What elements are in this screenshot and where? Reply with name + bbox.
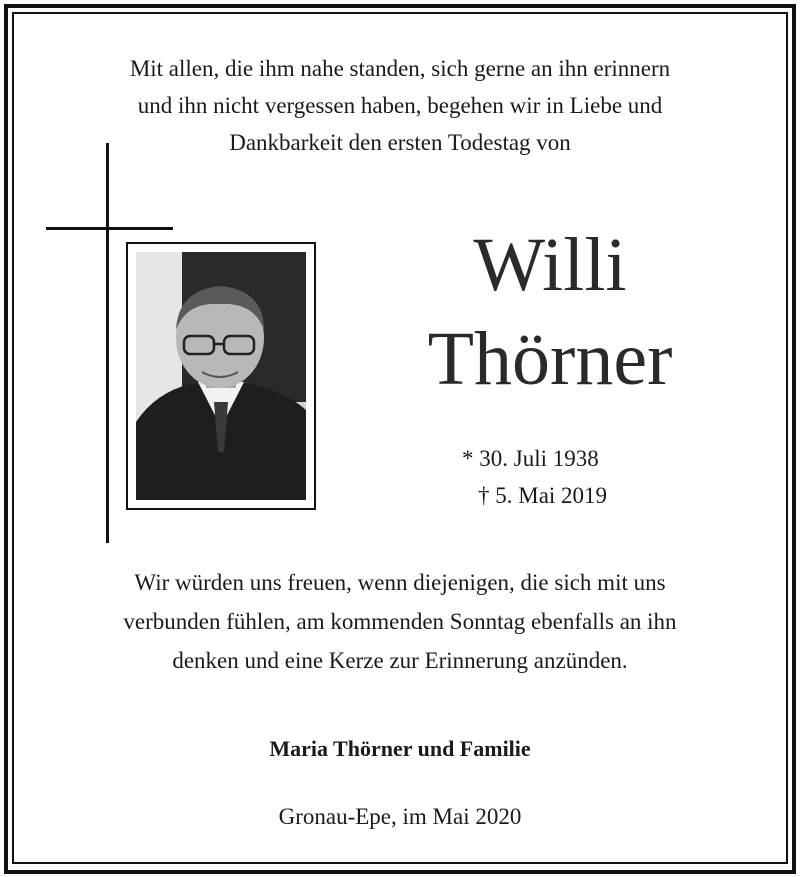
portrait-photo: [136, 252, 306, 500]
cross-icon-vertical-bar: [106, 143, 109, 543]
intro-line: Dankbarkeit den ersten Todestag von: [229, 130, 571, 155]
portrait-illustration: [136, 252, 306, 500]
closing-line: verbunden fühlen, am kommenden Sonntag ebenfalls an ihn: [123, 609, 677, 634]
place-and-date: Gronau-Epe, im Mai 2020: [278, 804, 522, 829]
intro-line: und ihn nicht vergessen haben, begehen wir in Liebe und: [137, 93, 663, 118]
cross-icon-horizontal-bar: [46, 227, 173, 230]
intro-text: [40, 50, 760, 161]
deceased-name: [360, 218, 740, 406]
life-dates: [450, 440, 670, 514]
intro-line: Mit allen, die ihm nahe standen, sich gerne an ihn erinnern: [129, 56, 671, 81]
last-name: Thörner: [427, 317, 673, 401]
birth-date: * 30. Juli 1938: [462, 446, 599, 471]
signature: Maria Thörner und Familie: [269, 736, 531, 761]
first-name: Willi: [473, 223, 627, 307]
closing-line: Wir würden uns freuen, wenn diejenigen, die sich mit uns: [134, 570, 666, 595]
closing-line: denken und eine Kerze zur Erinnerung anzünden.: [172, 648, 628, 673]
portrait-frame: [126, 242, 316, 510]
death-date: † 5. Mai 2019: [478, 483, 608, 508]
closing-text: [40, 563, 760, 680]
